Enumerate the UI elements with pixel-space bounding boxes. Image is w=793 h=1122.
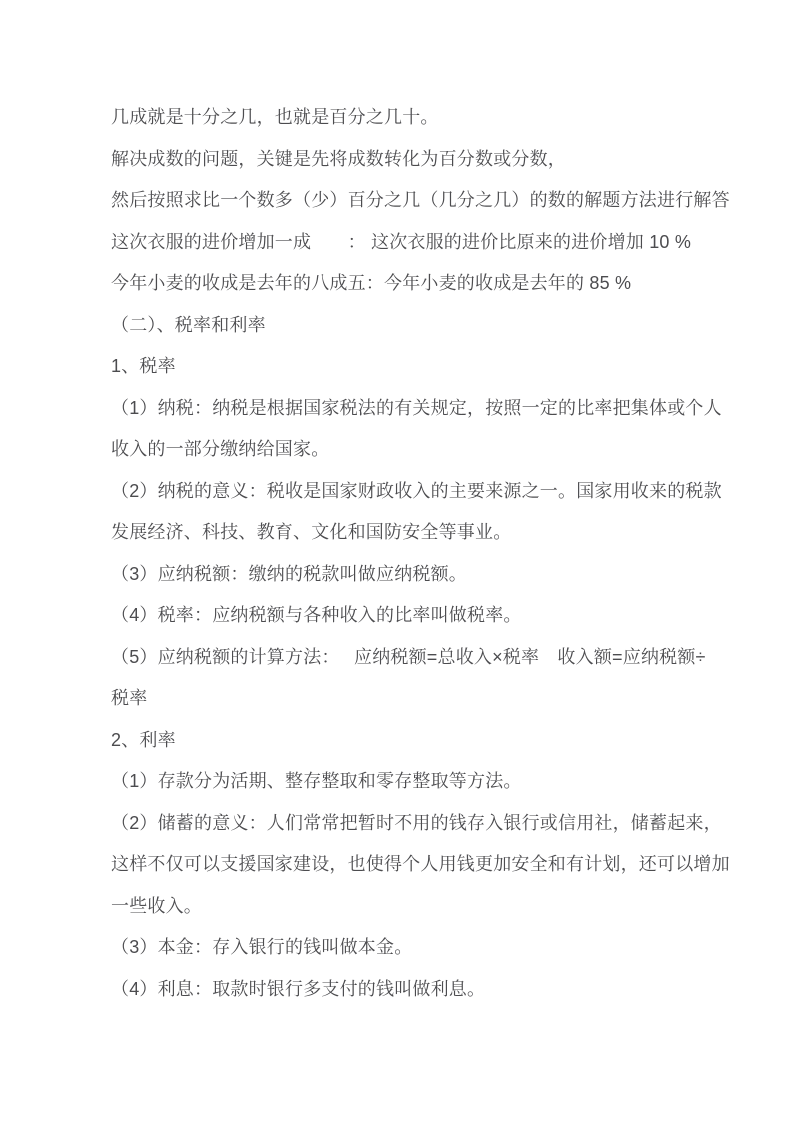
text-line: 今年小麦的收成是去年的八成五：今年小麦的收成是去年的 85 % [111, 273, 632, 293]
text-line: （二）、税率和利率 [111, 314, 266, 335]
text-line: 发展经济、科技、教育、文化和国防安全等事业。 [111, 522, 512, 542]
text-line: （3）应纳税额：缴纳的税款叫做应纳税额。 [111, 563, 468, 584]
text-line: 2、利率 [111, 729, 176, 750]
text-line: （2）纳税的意义：税收是国家财政收入的主要来源之一。国家用收来的税款 [111, 480, 722, 501]
text-line: （4）税率：应纳税额与各种收入的比率叫做税率。 [111, 605, 522, 625]
text-line: 税率 [111, 688, 148, 708]
text-line: 一些收入。 [111, 895, 202, 916]
text-line: （3）本金：存入银行的钱叫做本金。 [111, 937, 413, 957]
text-line: 解决成数的问题，关键是先将成数转化为百分数或分数， [111, 148, 566, 169]
text-line: （5）应纳税额的计算方法： 应纳税额=总收入×税率 收入额=应纳税额÷ [111, 646, 706, 667]
document-body [111, 97, 730, 1010]
text-line: 这次衣服的进价增加一成 ： 这次衣服的进价比原来的进价增加 10 % [111, 231, 692, 252]
text-line: 1、税率 [111, 356, 176, 376]
text-line: 这样不仅可以支援国家建设，也使得个人用钱更加安全和有计划，还可以增加 [111, 854, 730, 874]
text-line: 然后按照求比一个数多（少）百分之几（几分之几）的数的解题方法进行解答 [111, 190, 730, 210]
text-line: 几成就是十分之几，也就是百分之几十。 [111, 107, 439, 127]
text-line: 收入的一部分缴纳给国家。 [111, 439, 330, 459]
text-line: （1）纳税：纳税是根据国家税法的有关规定，按照一定的比率把集体或个人 [111, 397, 722, 418]
text-line: （4）利息：取款时银行多支付的钱叫做利息。 [111, 978, 486, 999]
text-line: （1）存款分为活期、整存整取和零存整取等方法。 [111, 771, 522, 791]
text-line: （2）储蓄的意义：人们常常把暂时不用的钱存入银行或信用社，储蓄起来， [111, 812, 722, 833]
